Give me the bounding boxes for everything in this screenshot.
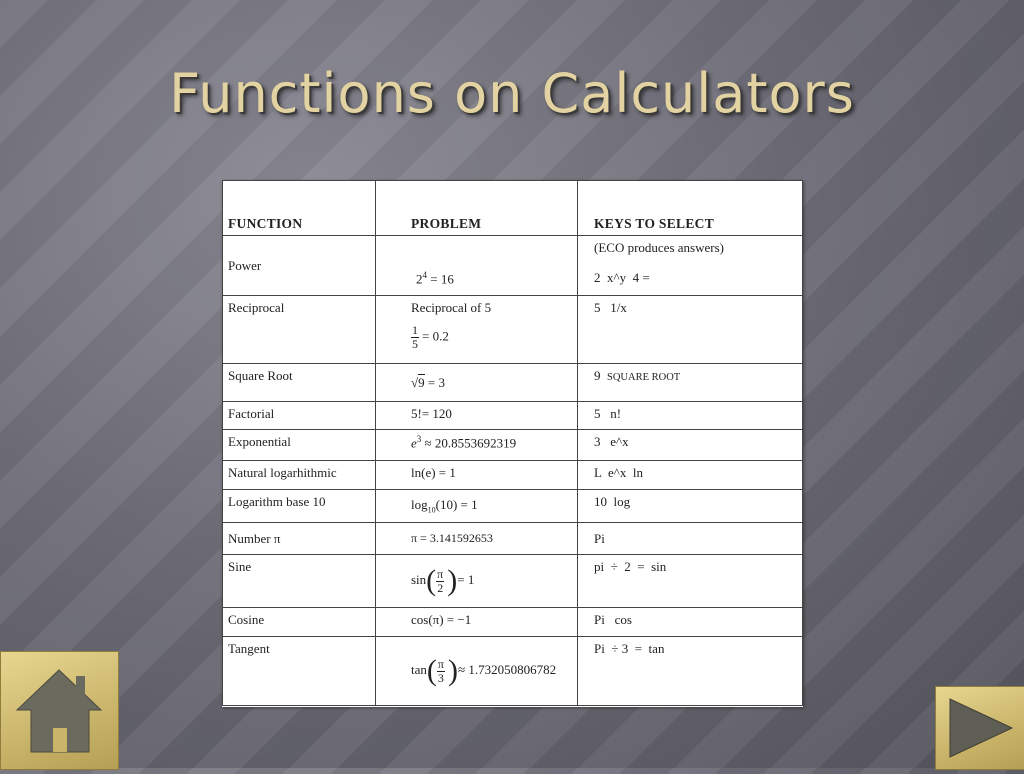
table-row: [223, 490, 803, 523]
table-row: [223, 402, 803, 430]
cell-keys: Pi: [578, 523, 803, 555]
cell-keys: 5 n!: [578, 402, 803, 430]
cell-keys: L e^x ln: [578, 461, 803, 490]
cell-function: Cosine: [223, 608, 376, 637]
cell-function: Natural logarhithmic: [223, 461, 376, 490]
table-row: [223, 608, 803, 637]
cell-problem: $e^3 \approx 20.8553692319$: [376, 430, 578, 461]
keys-text: 2 x^y 4 =: [594, 270, 650, 285]
header-problem: PROBLEM: [376, 181, 578, 236]
header-function: FUNCTION: [223, 181, 376, 236]
function-table-image: [222, 180, 803, 707]
cell-problem: √9 = 3: [376, 364, 578, 402]
table-row: [223, 236, 803, 296]
cell-function: Tangent: [223, 637, 376, 706]
cell-keys: 9 SQUARE ROOT: [578, 364, 803, 402]
cell-function: Factorial: [223, 402, 376, 430]
cell-function: Exponential: [223, 430, 376, 461]
play-arrow-icon: [936, 687, 1024, 769]
table-row: [223, 296, 803, 364]
cell-problem: ln(e) = 1: [376, 461, 578, 490]
cell-keys: Pi cos: [578, 608, 803, 637]
cell-problem: Reciprocal of 5 $\frac{1}{5}$ = 0.2: [376, 296, 578, 364]
function-table: [222, 180, 803, 706]
cell-problem: tan( $\frac{\pi}{3}$ )≈ 1.732050806782: [376, 637, 578, 706]
cell-keys: Pi ÷ 3 = tan: [578, 637, 803, 706]
cell-keys: 10 log: [578, 490, 803, 523]
header-keys: KEYS TO SELECT: [578, 181, 803, 236]
table-row: [223, 364, 803, 402]
home-icon: [1, 652, 118, 769]
cell-keys: [578, 236, 803, 296]
cell-keys: 5 1/x: [578, 296, 803, 364]
slide-title: Functions on Calculators: [169, 62, 855, 125]
cell-function: Square Root: [223, 364, 376, 402]
cell-problem: π = 3.141592653: [376, 523, 578, 555]
home-button[interactable]: [0, 651, 119, 770]
table-row: [223, 637, 803, 706]
cell-function: Logarithm base 10: [223, 490, 376, 523]
next-slide-button[interactable]: [935, 686, 1024, 770]
cell-function: Number π: [223, 523, 376, 555]
cell-problem: cos(π) = −1: [376, 608, 578, 637]
table-row: [223, 523, 803, 555]
cell-keys: pi ÷ 2 = sin: [578, 555, 803, 608]
table-row: [223, 461, 803, 490]
table-row: [223, 555, 803, 608]
cell-problem: $\log_{10}(10) = 1$: [376, 490, 578, 523]
cell-problem: $2^4 = 16$: [376, 236, 578, 296]
cell-problem: sin( $\frac{\pi}{2}$ )= 1: [376, 555, 578, 608]
cell-problem: 5!= 120: [376, 402, 578, 430]
cell-function: Sine: [223, 555, 376, 608]
table-row: [223, 430, 803, 461]
cell-function: Power: [223, 236, 376, 296]
keys-note: (ECO produces answers): [594, 240, 724, 255]
cell-function: Reciprocal: [223, 296, 376, 364]
cell-keys: 3 e^x: [578, 430, 803, 461]
